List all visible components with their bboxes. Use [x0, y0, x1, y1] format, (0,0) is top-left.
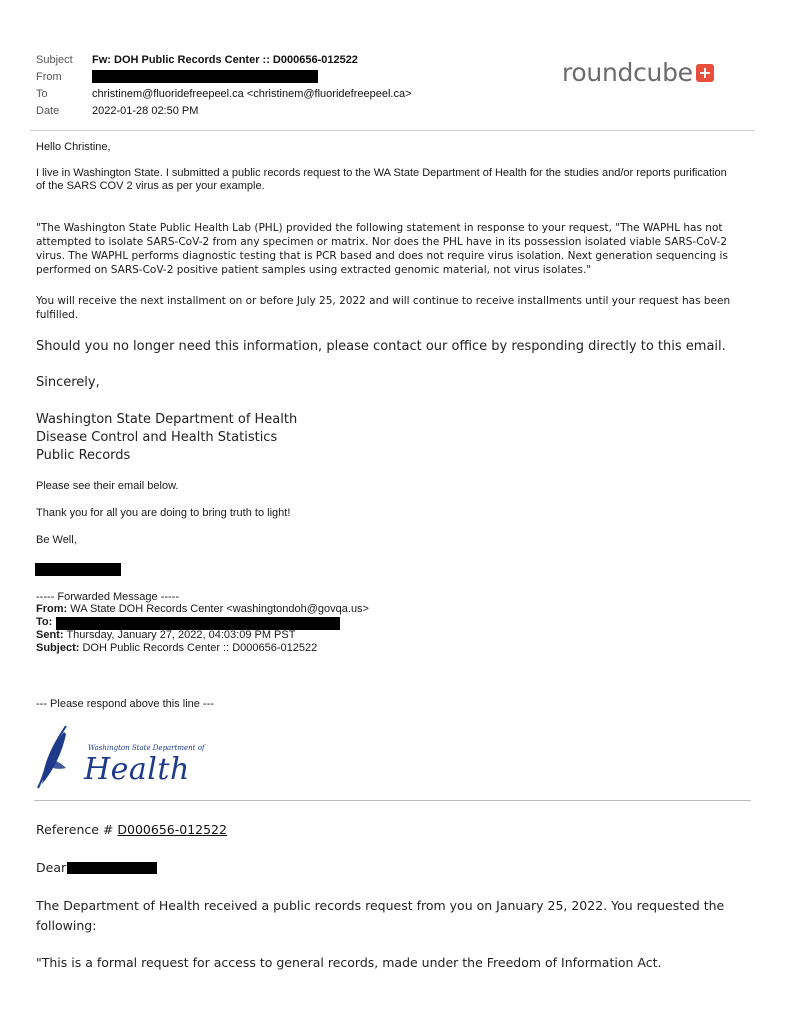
feather-icon — [36, 724, 72, 790]
logo-health-word: Health — [84, 752, 190, 787]
signature-line-2: Disease Control and Health Statistics — [36, 430, 278, 445]
quoted-statement: "The Washington State Public Health Lab (PHL) provided the following statement in response to your request, "The WAPHL has not attempted to isolate SARS-CoV-2 from any specimen or matrix. Nor does the PHL have in its possession isolated viable SARS-CoV-2 virus. The WAPHL performs diagnostic testing that is PCR based and does not require virus isolation. Next generation sequencing is performed on SARS-CoV-2 positive patient samples using extracted genomic material, not virus isolates." — [36, 222, 728, 276]
redacted-sender — [92, 70, 318, 83]
redacted-requester — [67, 862, 157, 874]
sincerely: Sincerely, — [36, 375, 100, 390]
forwarded-from-value: WA State DOH Records Center <washingtondoh@govqa.us> — [70, 603, 369, 615]
logo-caption: Washington State Department of — [88, 744, 205, 752]
no-longer-paragraph: Should you no longer need this information, please contact our office by responding directly to this email. — [36, 339, 726, 354]
from-label: From — [36, 71, 62, 83]
forwarded-from — [36, 603, 752, 616]
plus-icon — [696, 64, 714, 82]
forwarded-subject-value: DOH Public Records Center :: D000656-012522 — [82, 642, 318, 654]
forwarded-to-label: To: — [36, 616, 53, 628]
logo-text: roundcube — [562, 58, 693, 87]
be-well: Be Well, — [36, 534, 77, 546]
reference-label: Reference # — [36, 822, 114, 837]
header-divider — [30, 130, 755, 131]
forwarded-sent — [36, 629, 752, 642]
received-paragraph: The Department of Health received a public records request from you on January 25, 2022. You requested the following: — [36, 898, 725, 933]
dear-line: Dear — [36, 860, 67, 875]
date-label: Date — [36, 105, 60, 117]
subject-value: Fw: DOH Public Records Center :: D000656-012522 — [92, 54, 358, 66]
doh-health-logo — [36, 722, 206, 792]
date-value: 2022-01-28 02:50 PM — [92, 105, 199, 117]
subject-label: Subject — [36, 54, 73, 66]
roundcube-logo — [562, 58, 714, 87]
forwarded-subject — [36, 642, 752, 655]
thanks-line: Thank you for all you are doing to bring truth to light! — [36, 507, 291, 519]
see-below: Please see their email below. — [36, 480, 179, 492]
formal-request-paragraph: "This is a formal request for access to general records, made under the Freedom of Information Act. — [36, 955, 662, 970]
doh-divider — [34, 800, 751, 801]
to-label: To — [36, 88, 48, 100]
to-value[interactable]: christinem@fluoridefreepeel.ca <christinem@fluoridefreepeel.ca> — [92, 88, 412, 100]
forwarded-sent-value: Thursday, January 27, 2022, 04:03:09 PM PST — [66, 629, 296, 641]
installment-paragraph: You will receive the next installment on or before July 25, 2022 and will continue to receive installments until your request has been fulfilled. — [36, 295, 731, 321]
reference-link[interactable]: D000656-012522 — [117, 822, 227, 837]
forwarded-from-label: From: — [36, 603, 68, 615]
reference-line — [36, 820, 752, 840]
signature-line-1: Washington State Department of Health — [36, 412, 298, 427]
greeting: Hello Christine, — [36, 141, 111, 153]
respond-above-line: --- Please respond above this line --- — [36, 698, 214, 710]
redacted-signature — [35, 563, 121, 576]
forwarded-marker: ----- Forwarded Message ----- — [36, 591, 180, 603]
intro-paragraph: I live in Washington State. I submitted a public records request to the WA State Department of Health for the studies and/or reports purification of the SARS COV 2 virus as per your example. — [36, 167, 727, 192]
signature-line-3: Public Records — [36, 448, 131, 463]
forwarded-subject-label: Subject: — [36, 642, 80, 654]
forwarded-sent-label: Sent: — [36, 629, 64, 641]
